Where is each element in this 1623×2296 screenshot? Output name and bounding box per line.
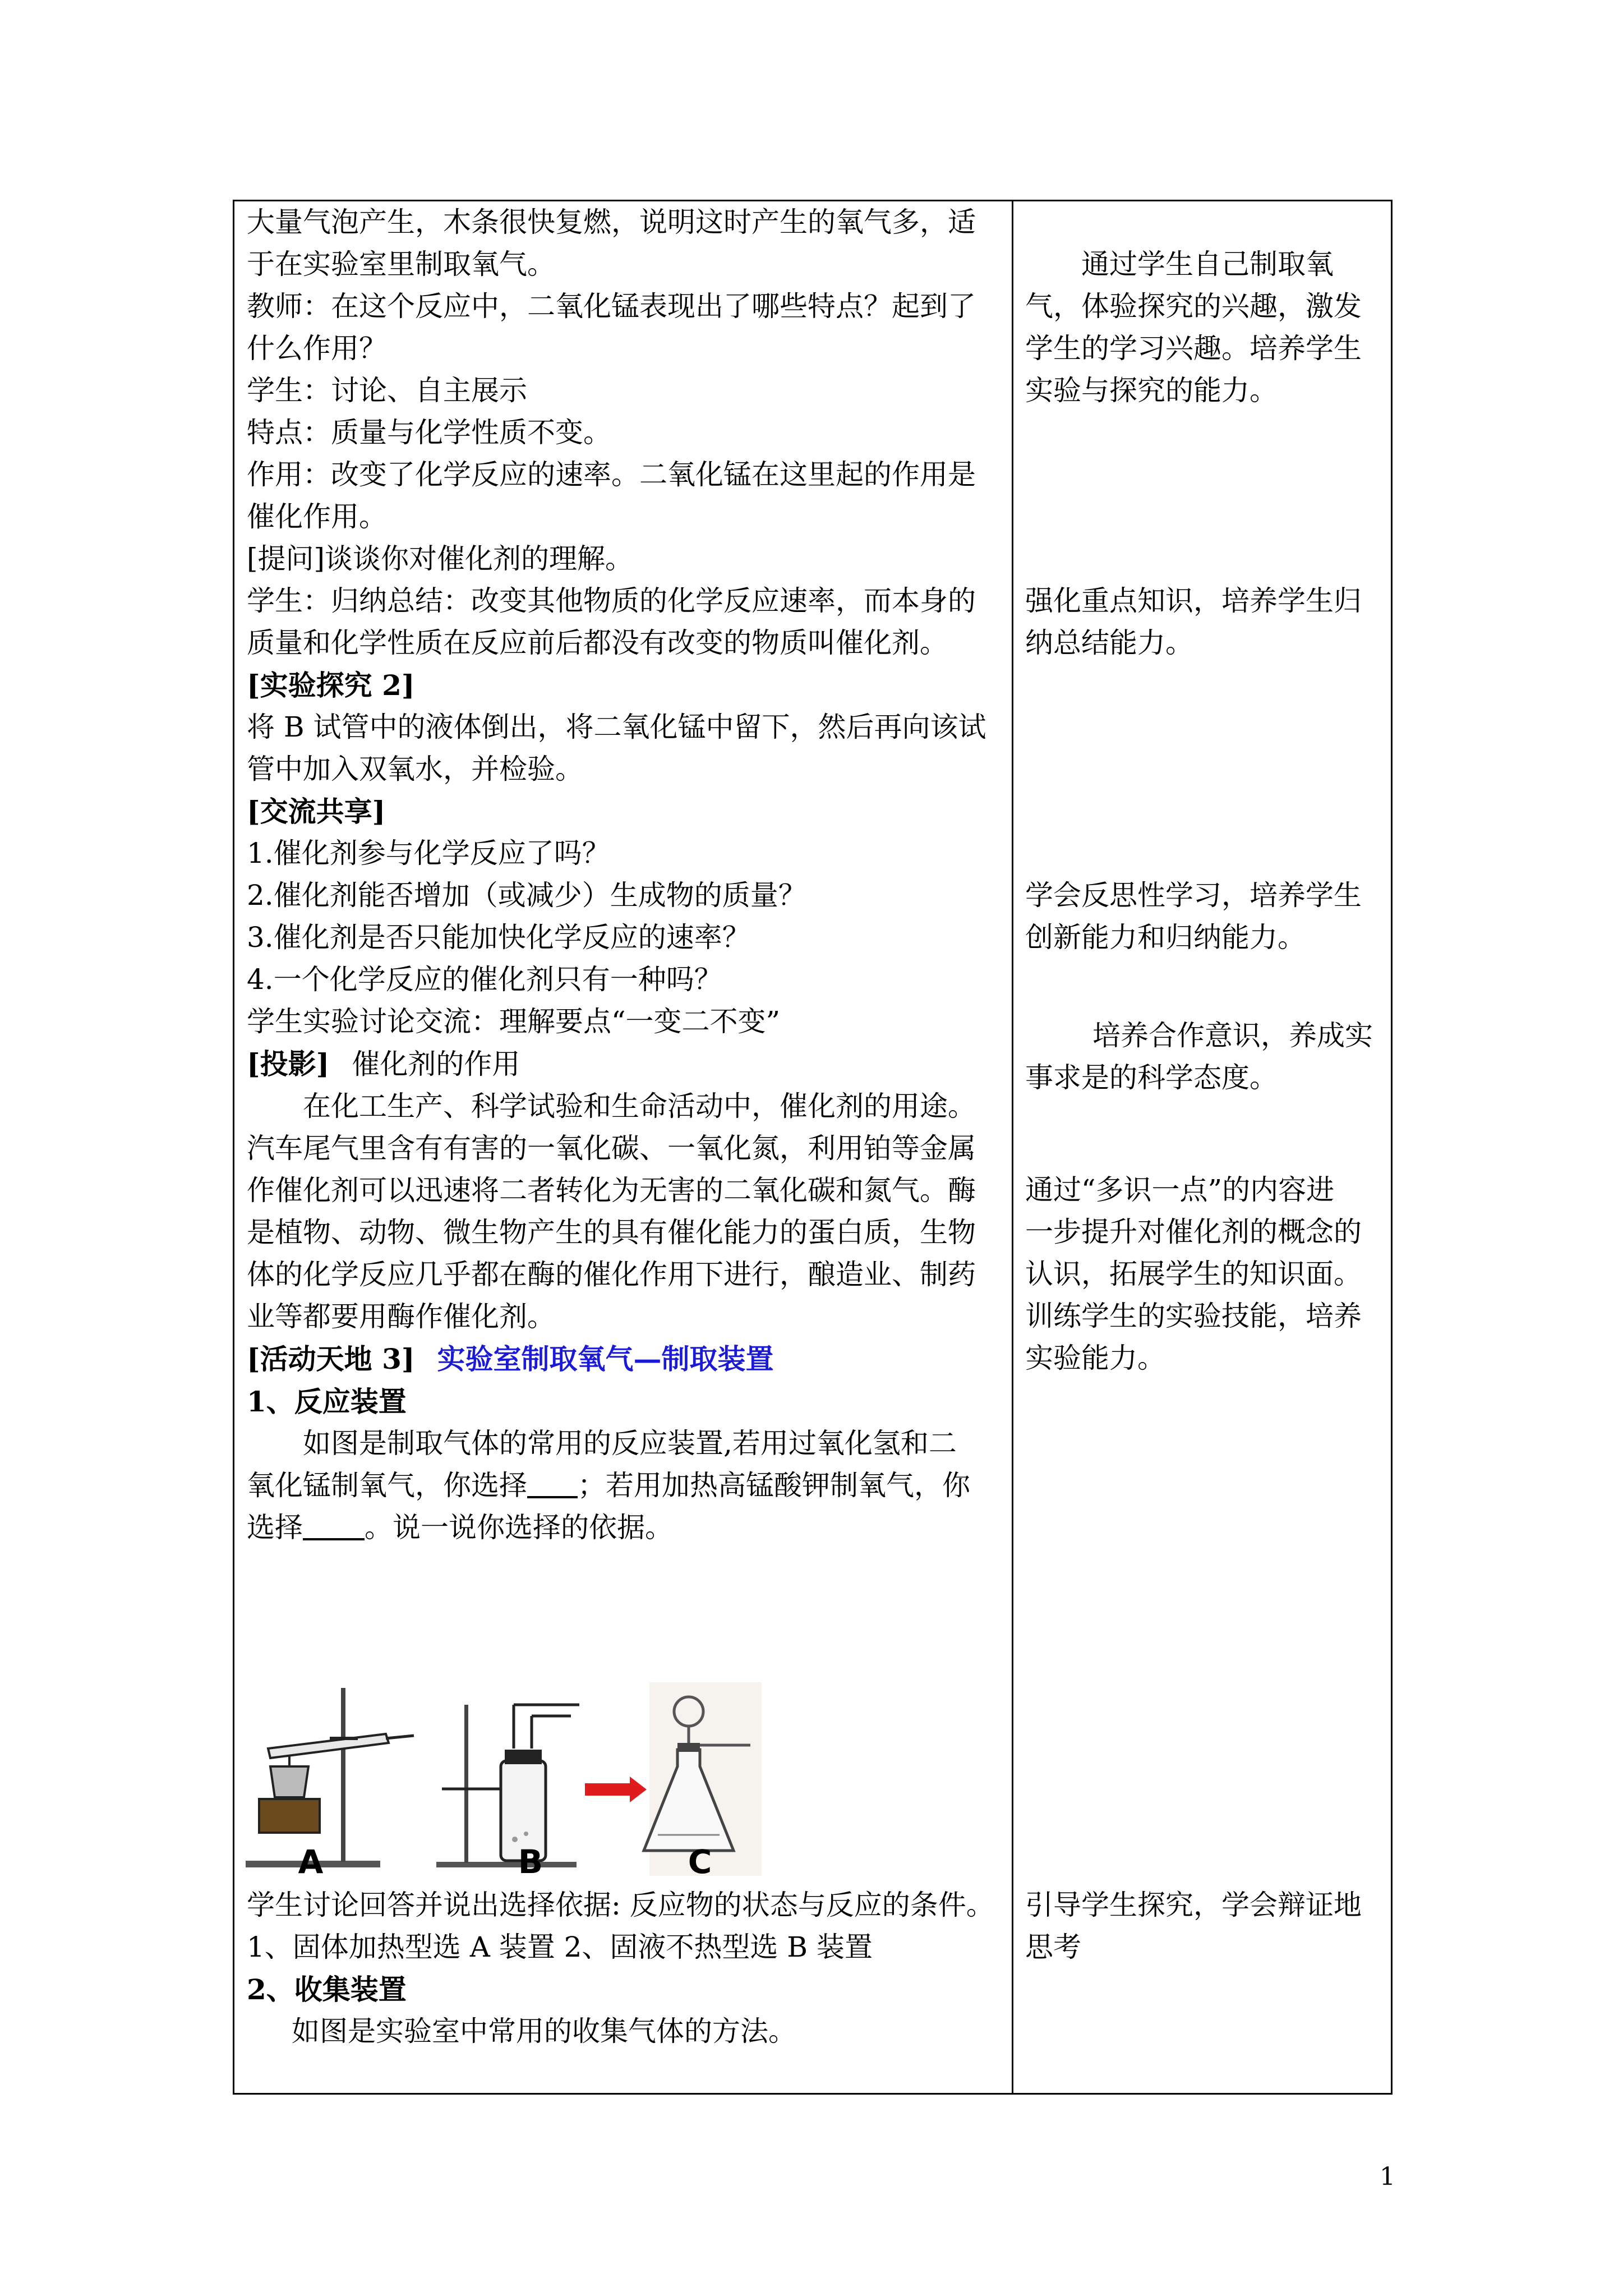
text-line: 作用：改变了化学反应的速率。二氧化锰在这里起的作用是 xyxy=(247,458,976,491)
teaching-content-continued xyxy=(247,1884,1001,2053)
text-line: 学生讨论回答并说出选择依据: 反应物的状态与反应的条件。 xyxy=(247,1889,994,1921)
text-line: 作催化剂可以迅速将二者转化为无害的二氧化碳和氮气。酶 xyxy=(247,1174,976,1207)
apparatus-illustration xyxy=(246,1682,762,1876)
activity-title: 实验室制取氧气—制取装置 xyxy=(437,1342,774,1375)
note-block xyxy=(1025,243,1383,412)
text-line: 体的化学反应几乎都在酶的催化作用下进行，酿造业、制药 xyxy=(247,1258,976,1291)
section-heading: [交流共享] xyxy=(247,795,386,828)
note-line: 事求是的科学态度。 xyxy=(1025,1061,1278,1094)
page-number: 1 xyxy=(1380,2162,1395,2191)
question-line: 1.催化剂参与化学反应了吗？ xyxy=(247,837,610,869)
note-line: 认识，拓展学生的知识面。 xyxy=(1025,1258,1362,1290)
text-line: 特点：质量与化学性质不变。 xyxy=(247,416,611,449)
text-line: 是植物、动物、微生物产生的具有催化能力的蛋白质，生物 xyxy=(247,1216,976,1249)
subsection-heading: 1、反应装置 xyxy=(247,1385,407,1418)
text-line: 管中加入双氧水，并检验。 xyxy=(247,753,583,785)
text-line: 将 B 试管中的液体倒出，将二氧化锰中留下，然后再向该试 xyxy=(247,711,986,743)
text-line: 学生：讨论、自主展示 xyxy=(247,374,527,407)
text-fragment: 选择 xyxy=(247,1511,303,1544)
note-line: 创新能力和归纳能力。 xyxy=(1025,921,1306,954)
label-a: A xyxy=(298,1843,324,1876)
text-line: 1、固体加热型选 A 装置 2、固液不热型选 B 装置 xyxy=(247,1931,873,1963)
question-line: 2.催化剂能否增加（或减少）生成物的质量？ xyxy=(247,879,806,912)
note-line: 一步提升对催化剂的概念的 xyxy=(1025,1216,1362,1248)
projection-title: 催化剂的作用 xyxy=(352,1048,520,1080)
text-line: 业等都要用酶作催化剂。 xyxy=(247,1300,555,1333)
text-line: 大量气泡产生，木条很快复燃，说明这时产生的氧气多，适 xyxy=(247,206,976,238)
answer-blank xyxy=(303,1510,365,1540)
note-line: 通过学生自己制取氧 xyxy=(1081,248,1334,280)
text-line: 汽车尾气里含有有害的一氧化碳、一氧化氮，利用铂等金属 xyxy=(247,1132,976,1165)
note-block xyxy=(1025,1884,1383,1968)
text-line: 学生实验讨论交流：理解要点“一变二不变” xyxy=(247,1005,781,1038)
note-block xyxy=(1025,875,1383,959)
activity-heading xyxy=(247,1338,1001,1381)
text-line: 于在实验室里制取氧气。 xyxy=(247,248,555,280)
text-line: 如图是制取气体的常用的反应装置,若用过氧化氢和二 xyxy=(303,1427,957,1460)
text-line: 催化作用。 xyxy=(247,500,387,533)
note-block xyxy=(1025,1015,1383,1099)
question-line: 4.一个化学反应的催化剂只有一种吗？ xyxy=(247,963,722,996)
section-heading: [实验探究 2] xyxy=(247,669,415,702)
note-line: 实验与探究的能力。 xyxy=(1025,374,1278,407)
label-b: B xyxy=(518,1843,543,1876)
note-line: 实验能力。 xyxy=(1025,1342,1165,1374)
teaching-content-column xyxy=(247,201,1001,1549)
text-line: 教师：在这个反应中，二氧化锰表现出了哪些特点？起到了 xyxy=(247,290,976,323)
note-line: 气，体验探究的兴趣，激发 xyxy=(1025,290,1362,323)
label-c: C xyxy=(688,1843,712,1876)
note-line: 思考 xyxy=(1025,1931,1081,1963)
text-line: 什么作用？ xyxy=(247,332,387,365)
note-line: 培养合作意识，养成实 xyxy=(1092,1019,1373,1052)
note-line: 纳总结能力。 xyxy=(1025,627,1193,659)
note-line: 强化重点知识，培养学生归 xyxy=(1025,585,1362,617)
projection-heading xyxy=(247,1043,1001,1085)
text-line: 学生：归纳总结：改变其他物质的化学反应速率，而本身的 xyxy=(247,585,976,617)
text-fragment: ；若用加热高锰酸钾制氧气，你 xyxy=(578,1469,970,1502)
fill-in-line xyxy=(247,1507,1001,1549)
answer-blank xyxy=(527,1468,578,1498)
text-fragment: 氧化锰制氧气，你选择 xyxy=(247,1469,527,1502)
note-line: 引导学生探究，学会辩证地 xyxy=(1025,1889,1362,1921)
note-line: 通过“多识一点”的内容进 xyxy=(1025,1174,1335,1206)
text-line: [提问]谈谈你对催化剂的理解。 xyxy=(247,542,634,575)
subsection-heading: 2、收集装置 xyxy=(247,1973,407,2006)
note-block xyxy=(1025,1169,1383,1379)
text-line: 质量和化学性质在反应前后都没有改变的物质叫催化剂。 xyxy=(247,627,948,659)
note-line: 学生的学习兴趣。培养学生 xyxy=(1025,332,1362,365)
note-line: 学会反思性学习，培养学生 xyxy=(1025,879,1362,912)
apparatus-figure xyxy=(246,1682,762,1876)
note-block xyxy=(1025,580,1383,664)
note-line: 训练学生的实验技能，培养 xyxy=(1025,1300,1362,1332)
column-divider xyxy=(1012,201,1013,2093)
question-line: 3.催化剂是否只能加快化学反应的速率？ xyxy=(247,921,750,954)
activity-tag: [活动天地 3] xyxy=(247,1342,415,1375)
lesson-table xyxy=(233,200,1393,2095)
projection-tag: [投影] xyxy=(247,1047,330,1080)
fill-in-line xyxy=(247,1465,1001,1507)
text-fragment: 。说一说你选择的依据。 xyxy=(365,1511,673,1544)
text-line: 在化工生产、科学试验和生命活动中，催化剂的用途。 xyxy=(303,1090,976,1122)
text-line: 如图是实验室中常用的收集气体的方法。 xyxy=(292,2015,796,2047)
